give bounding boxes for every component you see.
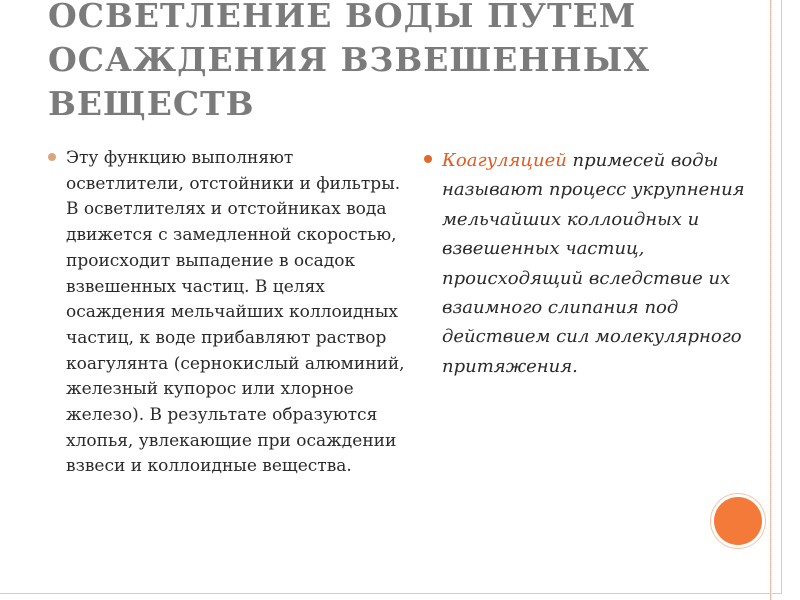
right-paragraph [442,146,764,381]
definition-text: примесей воды называют процесс укрупнения мельчайших коллоидных и взвешенных частиц, происходящий вследствие их взаимного слипания под действием сил молекулярного притяжения. [442,150,745,377]
left-column [48,146,410,480]
slide-title: ОСВЕТЛЕНИЕ ВОДЫ ПУТЕМ ОСАЖДЕНИЯ ВЗВЕШЕННЫХ ВЕЩЕСТВ [48,0,650,123]
right-column [424,146,764,381]
left-paragraph: Эту функцию выполняют осветлители, отстойники и фильтры. В осветлителях и отстойниках вода движется с замедленной скоростью, происходит выпадение в осадок взвешенных частиц. В целях осаждения мельчайших коллоидных частиц, к воде прибавляют раствор коагулянта (сернокислый алюминий, железный купорос или хлорное железо). В результате образуются хлопья, увлекающие при осаждении взвеси и коллоидные вещества. [66,148,405,477]
bullet-icon [48,153,56,161]
bullet-icon [424,155,432,163]
decorative-circle [714,497,762,545]
highlighted-term: Коагуляцией [442,150,567,171]
right-rail-dotted-line [771,0,773,600]
